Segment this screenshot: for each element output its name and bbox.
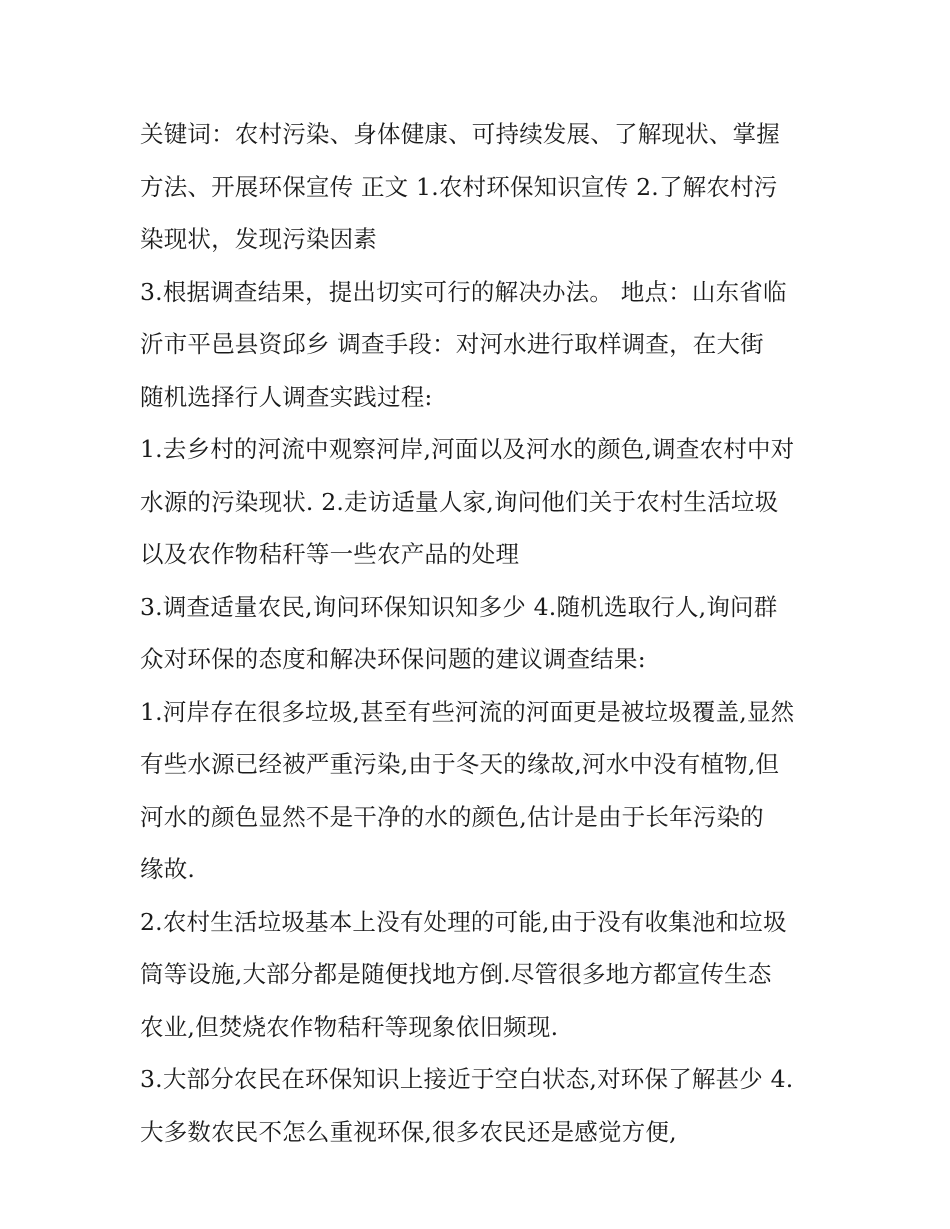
text-line: 1.去乡村的河流中观察河岸,河面以及河水的颜色,调查农村中对 (140, 435, 795, 463)
text-line: 水源的污染现状. 2.走访适量人家,询问他们关于农村生活垃圾 (140, 487, 779, 516)
text-line: 河水的颜色显然不是干净的水的颜色,估计是由于长年污染的 (140, 802, 764, 831)
text-line: 农业,但焚烧农作物秸秆等现象依旧频现. (140, 1012, 559, 1041)
text-line: 关键词：农村污染、身体健康、可持续发展、了解现状、掌握 (140, 120, 780, 148)
text-line: 2.农村生活垃圾基本上没有处理的可能,由于没有收集池和垃圾 (140, 907, 787, 936)
text-line: 众对环保的态度和解决环保问题的建议调查结果: (140, 645, 646, 673)
text-line: 筒等设施,大部分都是随便找地方倒.尽管很多地方都宣传生态 (140, 960, 772, 988)
text-line: 3.调查适量农民,询问环保知识知多少 4.随机选取行人,询问群 (140, 592, 778, 621)
text-line: 沂市平邑县资邱乡 调查手段：对河水进行取样调查，在大街 (140, 330, 764, 358)
text-line: 方法、开展环保宣传 正文 1.农村环保知识宣传 2.了解农村污 (140, 172, 778, 201)
text-line: 染现状，发现污染因素 (140, 225, 377, 253)
text-line: 1.河岸存在很多垃圾,甚至有些河流的河面更是被垃圾覆盖,显然 (140, 697, 795, 726)
text-line: 有些水源已经被严重污染,由于冬天的缘故,河水中没有植物,但 (140, 750, 780, 778)
text-line: 3.大部分农民在环保知识上接近于空白状态,对环保了解甚少 4. (140, 1065, 794, 1093)
text-line: 3.根据调查结果，提出切实可行的解决办法。 地点：山东省临 (140, 277, 787, 306)
text-line: 随机选择行人调查实践过程: (140, 382, 433, 411)
document-body (140, 108, 820, 1158)
text-line: 大多数农民不怎么重视环保,很多农民还是感觉方便, (140, 1117, 677, 1146)
text-line: 缘故. (140, 855, 196, 883)
text-line: 以及农作物秸秆等一些农产品的处理 (140, 540, 520, 568)
